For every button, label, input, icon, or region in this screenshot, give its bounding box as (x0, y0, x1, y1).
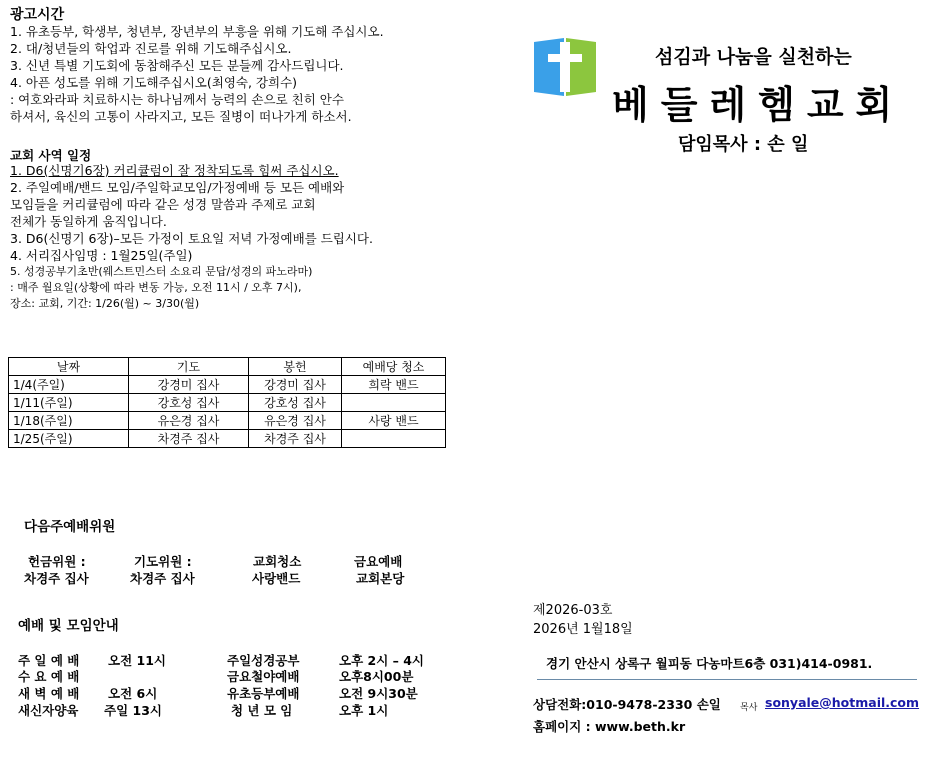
table-cell: 강호성 집사 (129, 394, 249, 412)
ads-line: 1. 유초등부, 학생부, 청년부, 장년부의 부흥을 위해 기도해 주십시오. (10, 24, 384, 39)
ministry-line: 4. 서리집사임명 : 1월25일(주일) (10, 248, 193, 263)
table-cell: 강호성 집사 (249, 394, 342, 412)
service-name: 새신자양육 (18, 703, 79, 718)
table-cell: 차경주 집사 (249, 430, 342, 448)
email-link[interactable]: sonyale@hotmail.com (765, 695, 920, 710)
service-name: 주일성경공부 (227, 653, 300, 668)
table-row (9, 376, 446, 394)
ministry-title: 교회 사역 일정 (10, 148, 92, 163)
role-label: 금요예배 (354, 554, 403, 569)
table-cell: 1/4(주일) (9, 376, 129, 394)
church-address: 경기 안산시 상록구 월피동 다농마트6층 031)414-0981. (546, 656, 873, 671)
service-name: 수 요 예 배 (18, 669, 80, 684)
table-header: 날짜 (9, 358, 129, 376)
ads-line: 하셔서, 육신의 고통이 사라지고, 모든 질병이 떠나가게 하소서. (10, 109, 352, 124)
ads-line: 3. 신년 특별 기도회에 동참해주신 모든 분들께 감사드립니다. (10, 58, 344, 73)
table-header: 예배당 청소 (342, 358, 446, 376)
role-label: 기도위원 : (134, 554, 192, 569)
ministry-line: 1. D6(신명기6장) 커리큘럼이 잘 정착되도록 힘써 주십시오. (10, 163, 339, 178)
services-title: 예배 및 모임안내 (18, 618, 119, 634)
table-cell: 차경주 집사 (129, 430, 249, 448)
service-time: 오전 9시30분 (339, 686, 418, 701)
role-name: 사랑밴드 (252, 571, 301, 586)
table-header: 봉헌 (249, 358, 342, 376)
table-row (9, 412, 446, 430)
address-divider (537, 679, 917, 680)
role-name: 차경주 집사 (24, 571, 89, 586)
contact-title: 목사 (740, 703, 758, 713)
table-cell: 1/18(주일) (9, 412, 129, 430)
ads-line: 2. 대/청년들의 학업과 진로를 위해 기도해주십시오. (10, 41, 292, 56)
ads-line: : 여호와라파 치료하시는 하나님께서 능력의 손으로 친히 안수 (10, 92, 344, 107)
church-slogan: 섬김과 나눔을 실천하는 (655, 46, 852, 68)
role-name: 차경주 집사 (130, 571, 195, 586)
ads-line: 4. 아픈 성도를 위해 기도해주십시오(최영숙, 강희수) (10, 75, 298, 90)
role-label: 교회청소 (253, 554, 302, 569)
ministry-line: 전체가 동일하게 움직입니다. (10, 214, 167, 229)
service-time: 오후 1시 (339, 703, 389, 718)
ads-title: 광고시간 (10, 7, 65, 23)
table-row (9, 394, 446, 412)
church-logo (530, 38, 600, 96)
table-row (9, 430, 446, 448)
service-name: 금요철야예배 (227, 669, 300, 684)
table-header: 기도 (129, 358, 249, 376)
homepage: 홈페이지 : www.beth.kr (533, 719, 686, 734)
contact-phone: 상담전화:010-9478-2330 손일 (533, 697, 721, 712)
church-name: 베들레헴교회 (612, 83, 905, 127)
service-time: 오후 2시 – 4시 (339, 653, 425, 668)
table-header-row (9, 358, 446, 376)
role-label: 헌금위원 : (28, 554, 86, 569)
ministry-line: 3. D6(신명기 6장)–모든 가정이 토요일 저녁 가정예배를 드립시다. (10, 231, 373, 246)
ministry-line: : 매주 월요일(상황에 따라 변동 가능, 오전 11시 / 오후 7시), (10, 281, 302, 294)
schedule-table (8, 357, 446, 448)
table-cell (342, 430, 446, 448)
service-name: 새 벽 예 배 (18, 686, 80, 701)
table-cell: 1/11(주일) (9, 394, 129, 412)
table-cell: 유은경 집사 (249, 412, 342, 430)
table-cell (342, 394, 446, 412)
service-time: 오전 11시 (108, 653, 166, 668)
service-name: 주 일 예 배 (18, 653, 80, 668)
table-cell: 강경미 집사 (249, 376, 342, 394)
issue-number: 제2026-03호 (533, 603, 613, 618)
service-time: 오후8시00분 (339, 669, 414, 684)
service-name: 청 년 모 임 (231, 703, 293, 718)
role-name: 교회본당 (356, 571, 405, 586)
ministry-line: 5. 성경공부기초반(웨스트민스터 소요리 문답/성경의 파노라마) (10, 265, 313, 278)
cross-icon (530, 38, 600, 96)
service-time: 주일 13시 (104, 703, 162, 718)
table-cell: 유은경 집사 (129, 412, 249, 430)
table-cell: 강경미 집사 (129, 376, 249, 394)
next-week-title: 다음주예배위원 (24, 519, 116, 535)
issue-date: 2026년 1월18일 (533, 622, 633, 637)
table-cell: 1/25(주일) (9, 430, 129, 448)
pastor-name: 담임목사 : 손 일 (678, 134, 809, 155)
ministry-line: 모임들을 커리큘럼에 따라 같은 성경 말씀과 주제로 교회 (10, 197, 316, 212)
table-cell: 사랑 밴드 (342, 412, 446, 430)
service-name: 유초등부예배 (227, 686, 300, 701)
ministry-line: 2. 주일예배/밴드 모임/주일학교모임/가정예배 등 모든 예배와 (10, 180, 345, 195)
ministry-line: 장소: 교회, 기간: 1/26(월) ~ 3/30(월) (10, 297, 200, 310)
service-time: 오전 6시 (108, 686, 158, 701)
table-cell: 희락 밴드 (342, 376, 446, 394)
